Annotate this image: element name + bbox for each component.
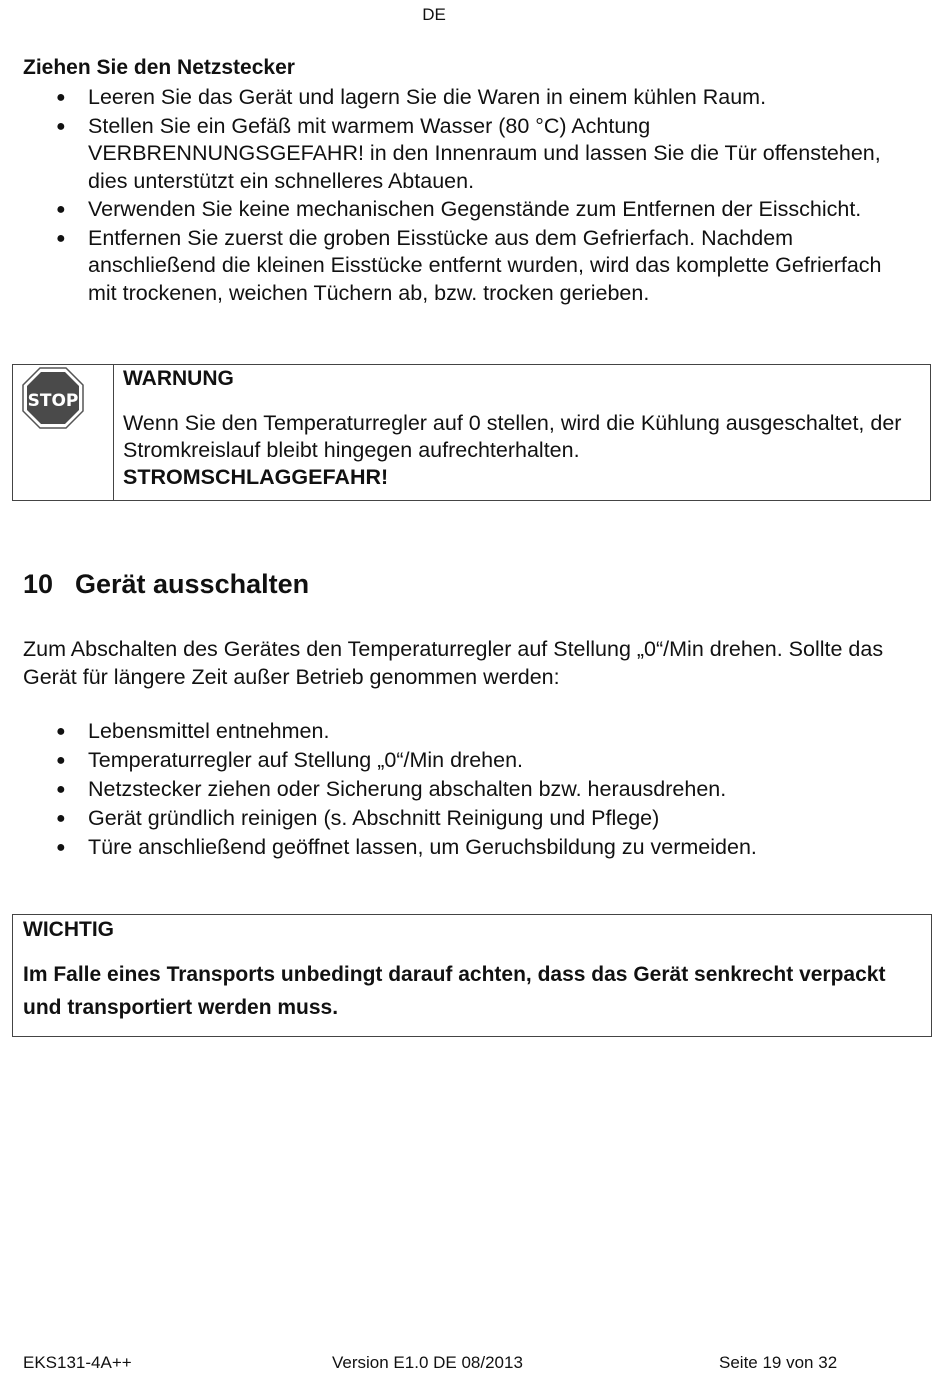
warning-box — [12, 364, 931, 501]
list-item — [22, 113, 902, 196]
list-item — [22, 84, 902, 112]
stop-sign-icon — [22, 367, 84, 429]
warning-text: Wenn Sie den Temperaturregler auf 0 stellen, wird die Kühlung ausgeschaltet, der Stromkreislauf bleibt hingegen aufrechterhalten. — [123, 411, 902, 462]
chapter-heading — [23, 569, 309, 600]
bullet-icon: ● — [56, 723, 66, 740]
chapter-title: Gerät ausschalten — [75, 569, 310, 599]
warning-title: WARNUNG — [123, 367, 234, 390]
shutdown-bullet-list — [22, 718, 902, 863]
list-item — [22, 776, 902, 804]
bullet-icon: ● — [56, 201, 66, 218]
list-item — [22, 805, 902, 833]
important-title: WICHTIG — [23, 918, 114, 941]
bullet-icon: ● — [56, 810, 66, 827]
footer-model: EKS131-4A++ — [23, 1353, 132, 1372]
list-item — [22, 834, 902, 862]
list-item-text: Leeren Sie das Gerät und lagern Sie die Waren in einem kühlen Raum. — [88, 85, 767, 109]
chapter-intro: Zum Abschalten des Gerätes den Temperaturregler auf Stellung „0“/Min drehen. Sollte das Gerät für längere Zeit außer Betrieb genommen werden: — [23, 637, 884, 689]
important-box — [12, 914, 932, 1037]
list-item-text: Stellen Sie ein Gefäß mit warmem Wasser (80 °C) Achtung VERBRENNUNGSGEFAHR! in den Innenraum und lassen Sie die Tür offenstehen, dies unterstützt ein schnelleres Abtauen. — [88, 113, 881, 193]
list-item-text: Türe anschließend geöffnet lassen, um Geruchsbildung zu vermeiden. — [88, 835, 757, 859]
unplug-bullet-list — [22, 84, 902, 308]
bullet-icon: ● — [56, 839, 66, 856]
bullet-icon: ● — [56, 781, 66, 798]
list-item-text: Gerät gründlich reinigen (s. Abschnitt Reinigung und Pflege) — [88, 806, 660, 830]
page-header-language: DE — [422, 5, 446, 24]
section-heading-unplug: Ziehen Sie den Netzstecker — [23, 56, 295, 79]
chapter-number: 10 — [23, 569, 54, 599]
footer-page-number: Seite 19 von 32 — [719, 1353, 838, 1372]
bullet-icon: ● — [56, 229, 66, 247]
list-item-text: Netzstecker ziehen oder Sicherung abschalten bzw. herausdrehen. — [88, 777, 727, 801]
warning-body — [123, 410, 923, 491]
list-item — [22, 196, 902, 224]
warning-emphasis: STROMSCHLAGGEFAHR! — [123, 465, 389, 489]
list-item — [22, 747, 902, 775]
warning-icon-cell — [13, 365, 114, 500]
footer-version: Version E1.0 DE 08/2013 — [332, 1353, 523, 1372]
list-item — [22, 225, 902, 308]
list-item-text: Verwenden Sie keine mechanischen Gegenstände zum Entfernen der Eisschicht. — [88, 197, 862, 221]
list-item-text: Lebensmittel entnehmen. — [88, 719, 330, 743]
list-item-text: Temperaturregler auf Stellung „0“/Min drehen. — [88, 748, 523, 772]
bullet-icon: ● — [56, 89, 66, 106]
stop-sign-text: STOP — [27, 391, 79, 411]
bullet-icon: ● — [56, 752, 66, 769]
list-item-text: Entfernen Sie zuerst die groben Eisstücke aus dem Gefrierfach. Nachdem anschließend die kleinen Eisstücke entfernt wurden, wird das komplette Gefrierfach mit trockenen, weichen Tüchern ab, bzw. trocken gerieben. — [88, 225, 882, 305]
important-text: Im Falle eines Transports unbedingt darauf achten, dass das Gerät senkrecht verpackt und transportiert werden muss. — [23, 963, 886, 1019]
bullet-icon: ● — [56, 117, 66, 135]
list-item — [22, 718, 902, 746]
